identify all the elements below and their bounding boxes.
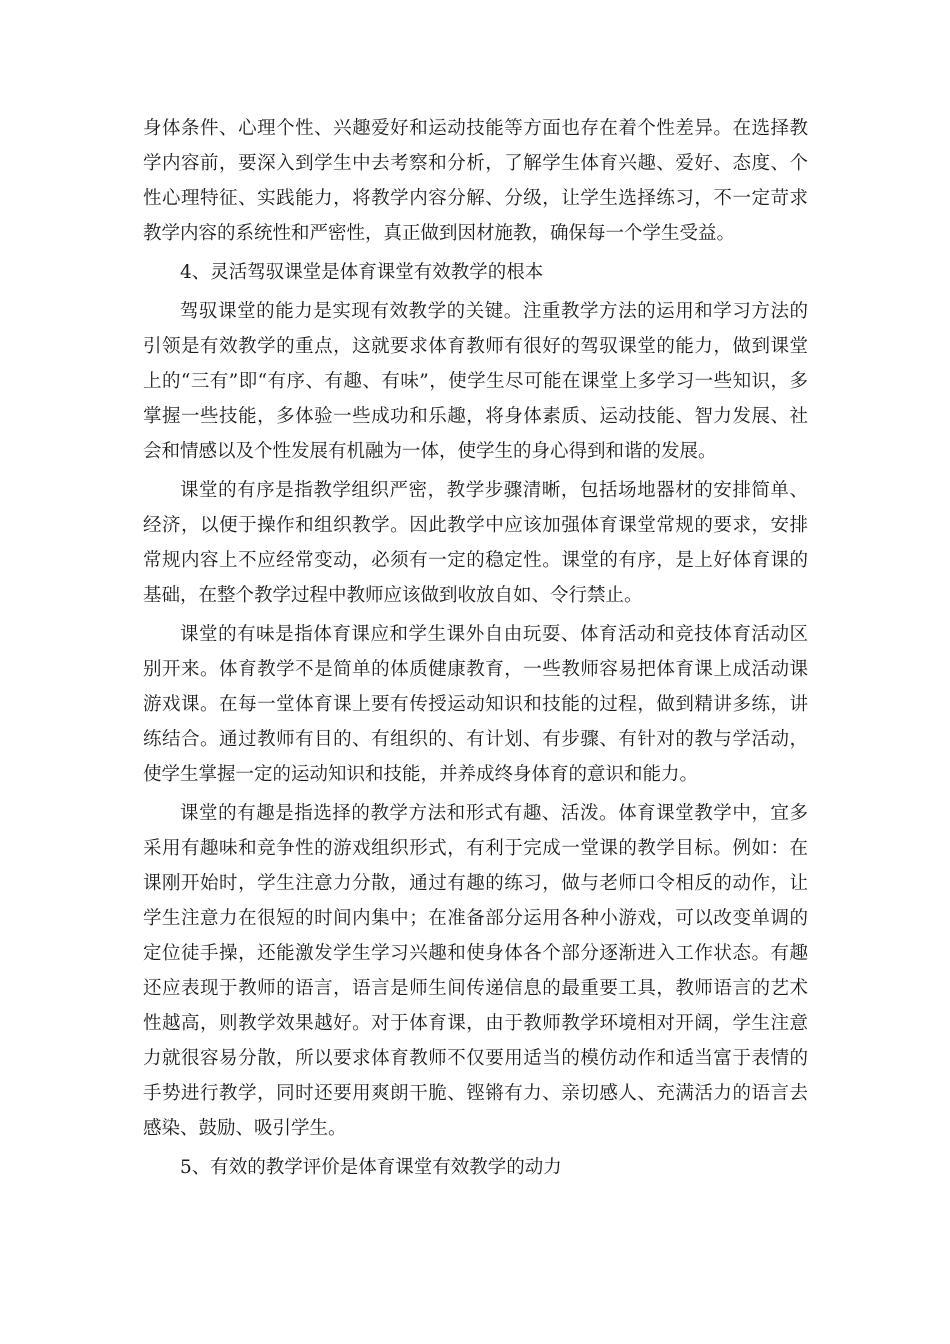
paragraph-orderly-classroom: 课堂的有序是指教学组织严密，教学步骤清晰，包括场地器材的安排简单、经济，以便于操作和组织教学。因此教学中应该加强体育课堂常规的要求，安排常规内容上不应经常变动，必须有一定的稳定性。课堂的有序，是上好体育课的基础，在整个教学过程中教师应该做到收放自如、令行禁止。: [143, 480, 808, 606]
paragraph-classroom-control: 驾驭课堂的能力是实现有效教学的关键。注重教学方法的运用和学习方法的引领是有效教学的重点，这就要求体育教师有很好的驾驭课堂的能力，做到课堂上的“三有”即“有序、有趣、有味”，使学生尽可能在课堂上多学习一些知识，多掌握一些技能，多体验一些成功和乐趣，将身体素质、运动技能、智力发展、社会和情感以及个性发展有机融为一体，使学生的身心得到和谐的发展。: [143, 301, 808, 462]
paragraph-meaningful-classroom: 课堂的有味是指体育课应和学生课外自由玩耍、体育活动和竞技体育活动区别开来。体育教学不是简单的体质健康教育，一些教师容易把体育课上成活动课游戏课。在每一堂体育课上要有传授运动知识和技能的过程，做到精讲多练，讲练结合。通过教师有目的、有组织的、有计划、有步骤、有针对的教与学活动，使学生掌握一定的运动知识和技能，并养成终身体育的意识和能力。: [143, 624, 808, 785]
paragraph-individual-differences: 身体条件、心理个性、兴趣爱好和运动技能等方面也存在着个性差异。在选择教学内容前，要深入到学生中去考察和分析，了解学生体育兴趣、爱好、态度、个性心理特征、实践能力，将教学内容分解、分级，让学生选择练习，不一定苛求教学内容的系统性和严密性，真正做到因材施教，确保每一个学生受益。: [143, 118, 808, 244]
document-body: [143, 111, 808, 1185]
section-heading-5: 5、有效的教学评价是体育课堂有效教学的动力: [180, 1157, 562, 1178]
paragraph-interesting-classroom: 课堂的有趣是指选择的教学方法和形式有趣、活泼。体育课堂教学中，宜多采用有趣味和竞争性的游戏组织形式，有利于完成一堂课的教学目标。例如：在课刚开始时，学生注意力分散，通过有趣的练习，做与老师口令相反的动作，让学生注意力在很短的时间内集中；在准备部分运用各种小游戏，可以改变单调的定位徒手操，还能激发学生学习兴趣和使身体各个部分逐渐进入工作状态。有趣还应表现于教师的语言，语言是师生间传递信息的最重要工具，教师语言的艺术性越高，则教学效果越好。对于体育课，由于教师教学环境相对开阔，学生注意力就很容易分散，所以要求体育教师不仅要用适当的模仿动作和适当富于表情的手势进行教学，同时还要用爽朗干脆、铿锵有力、亲切感人、充满活力的语言去感染、鼓励、吸引学生。: [143, 803, 808, 1139]
section-heading-4: 4、灵活驾驭课堂是体育课堂有效教学的根本: [180, 262, 544, 283]
